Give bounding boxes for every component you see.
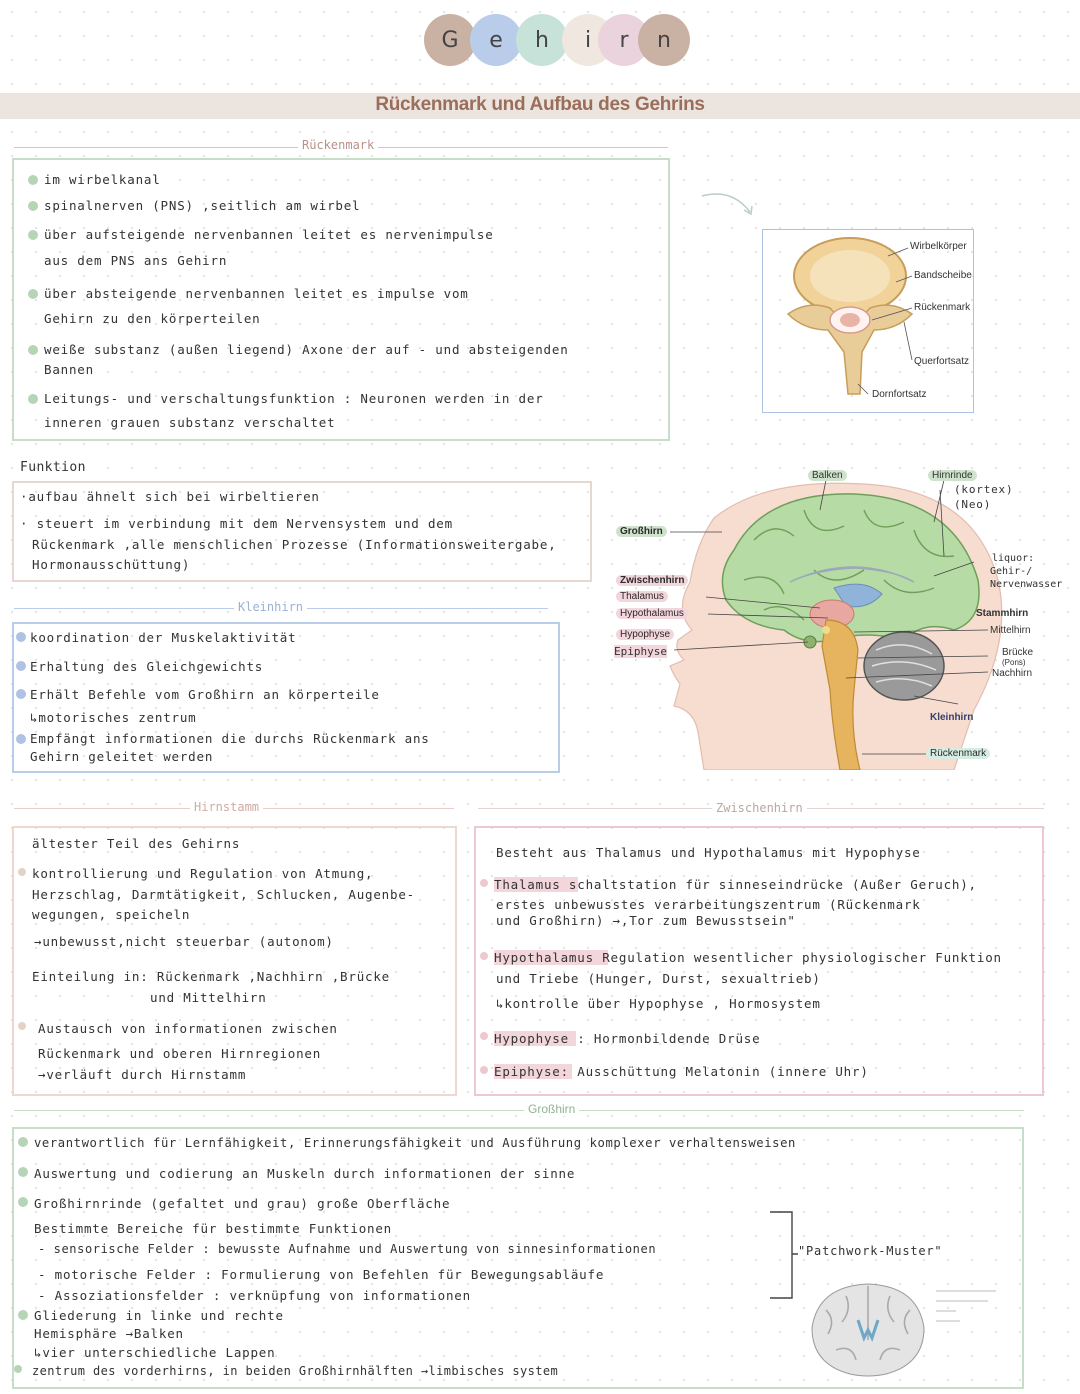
hirnstamm-line: kontrollierung und Regulation von Atmung, (32, 866, 374, 881)
title-bubble-n: n (638, 14, 690, 66)
kleinhirn-line: ↳motorisches zentrum (30, 710, 197, 725)
brain-label-zwischenhirn: Zwischenhirn (616, 575, 688, 586)
zwischenhirn-line: und Großhirn) →,Tor zum Bewusstsein" (496, 913, 796, 928)
bullet-dot (18, 1137, 28, 1147)
brain-label-neo: (Neo) (954, 498, 992, 511)
spine-label: Wirbelkörper (910, 241, 967, 252)
brain-label-thalamus: Thalamus (616, 591, 668, 602)
zwischenhirn-line: Epiphyse: Ausschüttung Melatonin (innere Uhr) (494, 1064, 869, 1079)
rueckenmark-line: Leitungs- und verschaltungsfunktion : Neuronen werden in der (44, 391, 544, 406)
grosshirn-line: zentrum des vorderhirns, in beiden Großhirnhälften →limbisches system (32, 1364, 559, 1378)
hirnstamm-line: →verläuft durch Hirnstamm (38, 1067, 247, 1082)
brain-section-illustration (806, 1280, 930, 1378)
bullet-dot (14, 1365, 22, 1373)
zwischenhirn-line: Besteht aus Thalamus und Hypothalamus mit Hypophyse (496, 845, 921, 860)
grosshirn-line: Gliederung in linke und rechte (34, 1308, 284, 1323)
title-bubble-e: e (470, 14, 522, 66)
section-tiny-labels (936, 1286, 1016, 1336)
title-bubble-r: r (598, 14, 650, 66)
rueckenmark-line: über absteigende nervenbannen leitet es impulse vom (44, 286, 469, 301)
grosshirn-line: - Assoziationsfelder : verknüpfung von informationen (38, 1288, 471, 1303)
brain-label-balken: Balken (808, 470, 847, 481)
bullet-dot (18, 1197, 28, 1207)
funktion-heading: Funktion (20, 460, 86, 475)
brain-label-rueckenmark: Rückenmark (926, 748, 990, 759)
grosshirn-line: - sensorische Felder : bewusste Aufnahme und Auswertung von sinnesinformationen (38, 1242, 657, 1256)
rueckenmark-line: im wirbelkanal (44, 172, 161, 187)
brain-label-hypophyse: Hypophyse (616, 629, 674, 640)
brain-label-kortex: (kortex) (954, 483, 1014, 496)
hirnstamm-line: Rückenmark und oberen Hirnregionen (38, 1046, 322, 1061)
kleinhirn-label: Kleinhirn (234, 600, 307, 614)
spine-label: Rückenmark (914, 302, 971, 313)
grosshirn-label: Großhirn (524, 1102, 579, 1116)
brain-label-grosshirn: Großhirn (616, 526, 667, 537)
grosshirn-line: Auswertung und codierung an Muskeln durch informationen der sinne (34, 1166, 576, 1181)
funktion-line: ·aufbau ähnelt sich bei wirbeltieren (20, 489, 320, 504)
rueckenmark-label: Rückenmark (298, 138, 378, 152)
funktion-line: · steuert im verbindung mit dem Nervensystem und dem (20, 516, 453, 531)
patchwork-note: "Patchwork-Muster" (798, 1244, 943, 1258)
brain-label-hypothalamus: Hypothalamus (616, 608, 688, 619)
rueckenmark-line: weiße substanz (außen liegend) Axone der auf - und absteigenden (44, 342, 569, 357)
bullet-dot (16, 689, 26, 699)
zwischenhirn-line: und Triebe (Hunger, Durst, sexualtrieb) (496, 971, 821, 986)
zwischenhirn-label: Zwischenhirn (712, 801, 807, 815)
bullet-dot (28, 394, 38, 404)
bullet-dot (28, 289, 38, 299)
hirnstamm-label: Hirnstamm (190, 800, 263, 814)
funktion-line: Rückenmark ,alle menschlichen Prozesse (Informationsweitergabe, (32, 537, 557, 552)
hirnstamm-line: wegungen, speicheln (32, 907, 191, 922)
title-bubble-h: h (516, 14, 568, 66)
bullet-dot (480, 1066, 488, 1074)
grosshirn-line: - motorische Felder : Formulierung von Befehlen für Bewegungsabläufe (38, 1267, 605, 1282)
kleinhirn-line: Gehirn geleitet werden (30, 749, 214, 764)
grosshirn-line: Hemisphäre →Balken (34, 1326, 184, 1341)
rueckenmark-line: über aufsteigende nervenbannen leitet es nervenimpulse (44, 227, 494, 242)
title-bubble-g: G (424, 14, 476, 66)
spine-label: Dornfortsatz (872, 389, 927, 400)
hirnstamm-line: →unbewusst,nicht steuerbar (autonom) (34, 934, 334, 949)
grosshirn-line: verantwortlich für Lernfähigkeit, Erinnerungsfähigkeit und Ausführung komplexer verhaltensweisen (34, 1136, 796, 1150)
rueckenmark-line: aus dem PNS ans Gehirn (44, 253, 228, 268)
bullet-dot (28, 201, 38, 211)
bullet-dot (18, 868, 26, 876)
brain-label-stammhirn: Stammhirn (976, 608, 1029, 619)
grosshirn-line: Großhirnrinde (gefaltet und grau) große Oberfläche (34, 1196, 451, 1211)
zwischenhirn-line: Hypophyse : Hormonbildende Drüse (494, 1031, 761, 1046)
bullet-dot (480, 879, 488, 887)
brain-label-liquor2: Gehir-/ (990, 566, 1033, 577)
grosshirn-rule (14, 1110, 1024, 1111)
spine-label: Querfortsatz (914, 356, 970, 367)
rueckenmark-line: inneren grauen substanz verschaltet (44, 415, 336, 430)
hirnstamm-line: Austausch von informationen zwischen (38, 1021, 338, 1036)
bullet-dot (16, 734, 26, 744)
arrow-icon (698, 188, 762, 222)
zwischenhirn-line: erstes unbewusstes verarbeitungszentrum (Rückenmark (496, 897, 921, 912)
page-title: Rückenmark und Aufbau des Gehrins (375, 94, 705, 115)
brain-label-liquor1: liquor: (992, 553, 1035, 564)
brain-label-hirnrinde: Hirnrinde (928, 470, 977, 481)
title-bubble-i: i (562, 14, 614, 66)
grosshirn-line: ↳vier unterschiedliche Lappen (34, 1345, 276, 1360)
brain-label-kleinhirn: Kleinhirn (930, 712, 974, 723)
brain-label-mittelhirn: Mittelhirn (990, 625, 1031, 636)
bullet-dot (16, 632, 26, 642)
brain-label-nachhirn: Nachhirn (992, 668, 1033, 679)
vertebra-illustration (768, 234, 971, 408)
grosshirn-line: Bestimmte Bereiche für bestimmte Funktionen (34, 1221, 393, 1236)
brain-label-pons: (Pons) (1002, 658, 1026, 667)
kleinhirn-line: Erhaltung des Gleichgewichts (30, 659, 264, 674)
rueckenmark-line: spinalnerven (PNS) ,seitlich am wirbel (44, 198, 361, 213)
rueckenmark-line: Bannen (44, 362, 94, 377)
hirnstamm-line: Einteilung in: Rückenmark ,Nachhirn ,Brücke (32, 969, 391, 984)
bullet-dot (28, 345, 38, 355)
zwischenhirn-line: Thalamus schaltstation für sinneseindrücke (Außer Geruch), (494, 877, 977, 892)
bullet-dot (16, 661, 26, 671)
brain-illustration (614, 470, 1074, 770)
hirnstamm-line: Herzschlag, Darmtätigkeit, Schlucken, Augenbe- (32, 887, 415, 902)
rueckenmark-line: Gehirn zu den körperteilen (44, 311, 261, 326)
bullet-dot (28, 175, 38, 185)
bullet-dot (18, 1310, 28, 1320)
hirnstamm-line: ältester Teil des Gehirns (32, 836, 241, 851)
kleinhirn-line: Empfängt informationen die durchs Rückenmark ans (30, 731, 430, 746)
bullet-dot (18, 1022, 26, 1030)
funktion-line: Hormonausschüttung) (32, 557, 191, 572)
brain-label-bruecke: Brücke (1002, 647, 1034, 658)
bracket-icon (768, 1210, 798, 1300)
hirnstamm-line: und Mittelhirn (150, 990, 267, 1005)
zwischenhirn-line: Hypothalamus Regulation wesentlicher physiologischer Funktion (494, 950, 1002, 965)
zwischenhirn-line: ↳kontrolle über Hypophyse , Hormosystem (496, 996, 821, 1011)
spine-label: Bandscheibe (914, 270, 972, 281)
kleinhirn-line: Erhält Befehle vom Großhirn an körperteile (30, 687, 380, 702)
brain-label-liquor3: Nervenwasser (990, 579, 1063, 590)
bullet-dot (18, 1167, 28, 1177)
kleinhirn-line: koordination der Muskelaktivität (30, 630, 297, 645)
bullet-dot (480, 1032, 488, 1040)
brain-label-epiphyse: Epiphyse (614, 645, 667, 658)
bullet-dot (28, 230, 38, 240)
bullet-dot (480, 952, 488, 960)
